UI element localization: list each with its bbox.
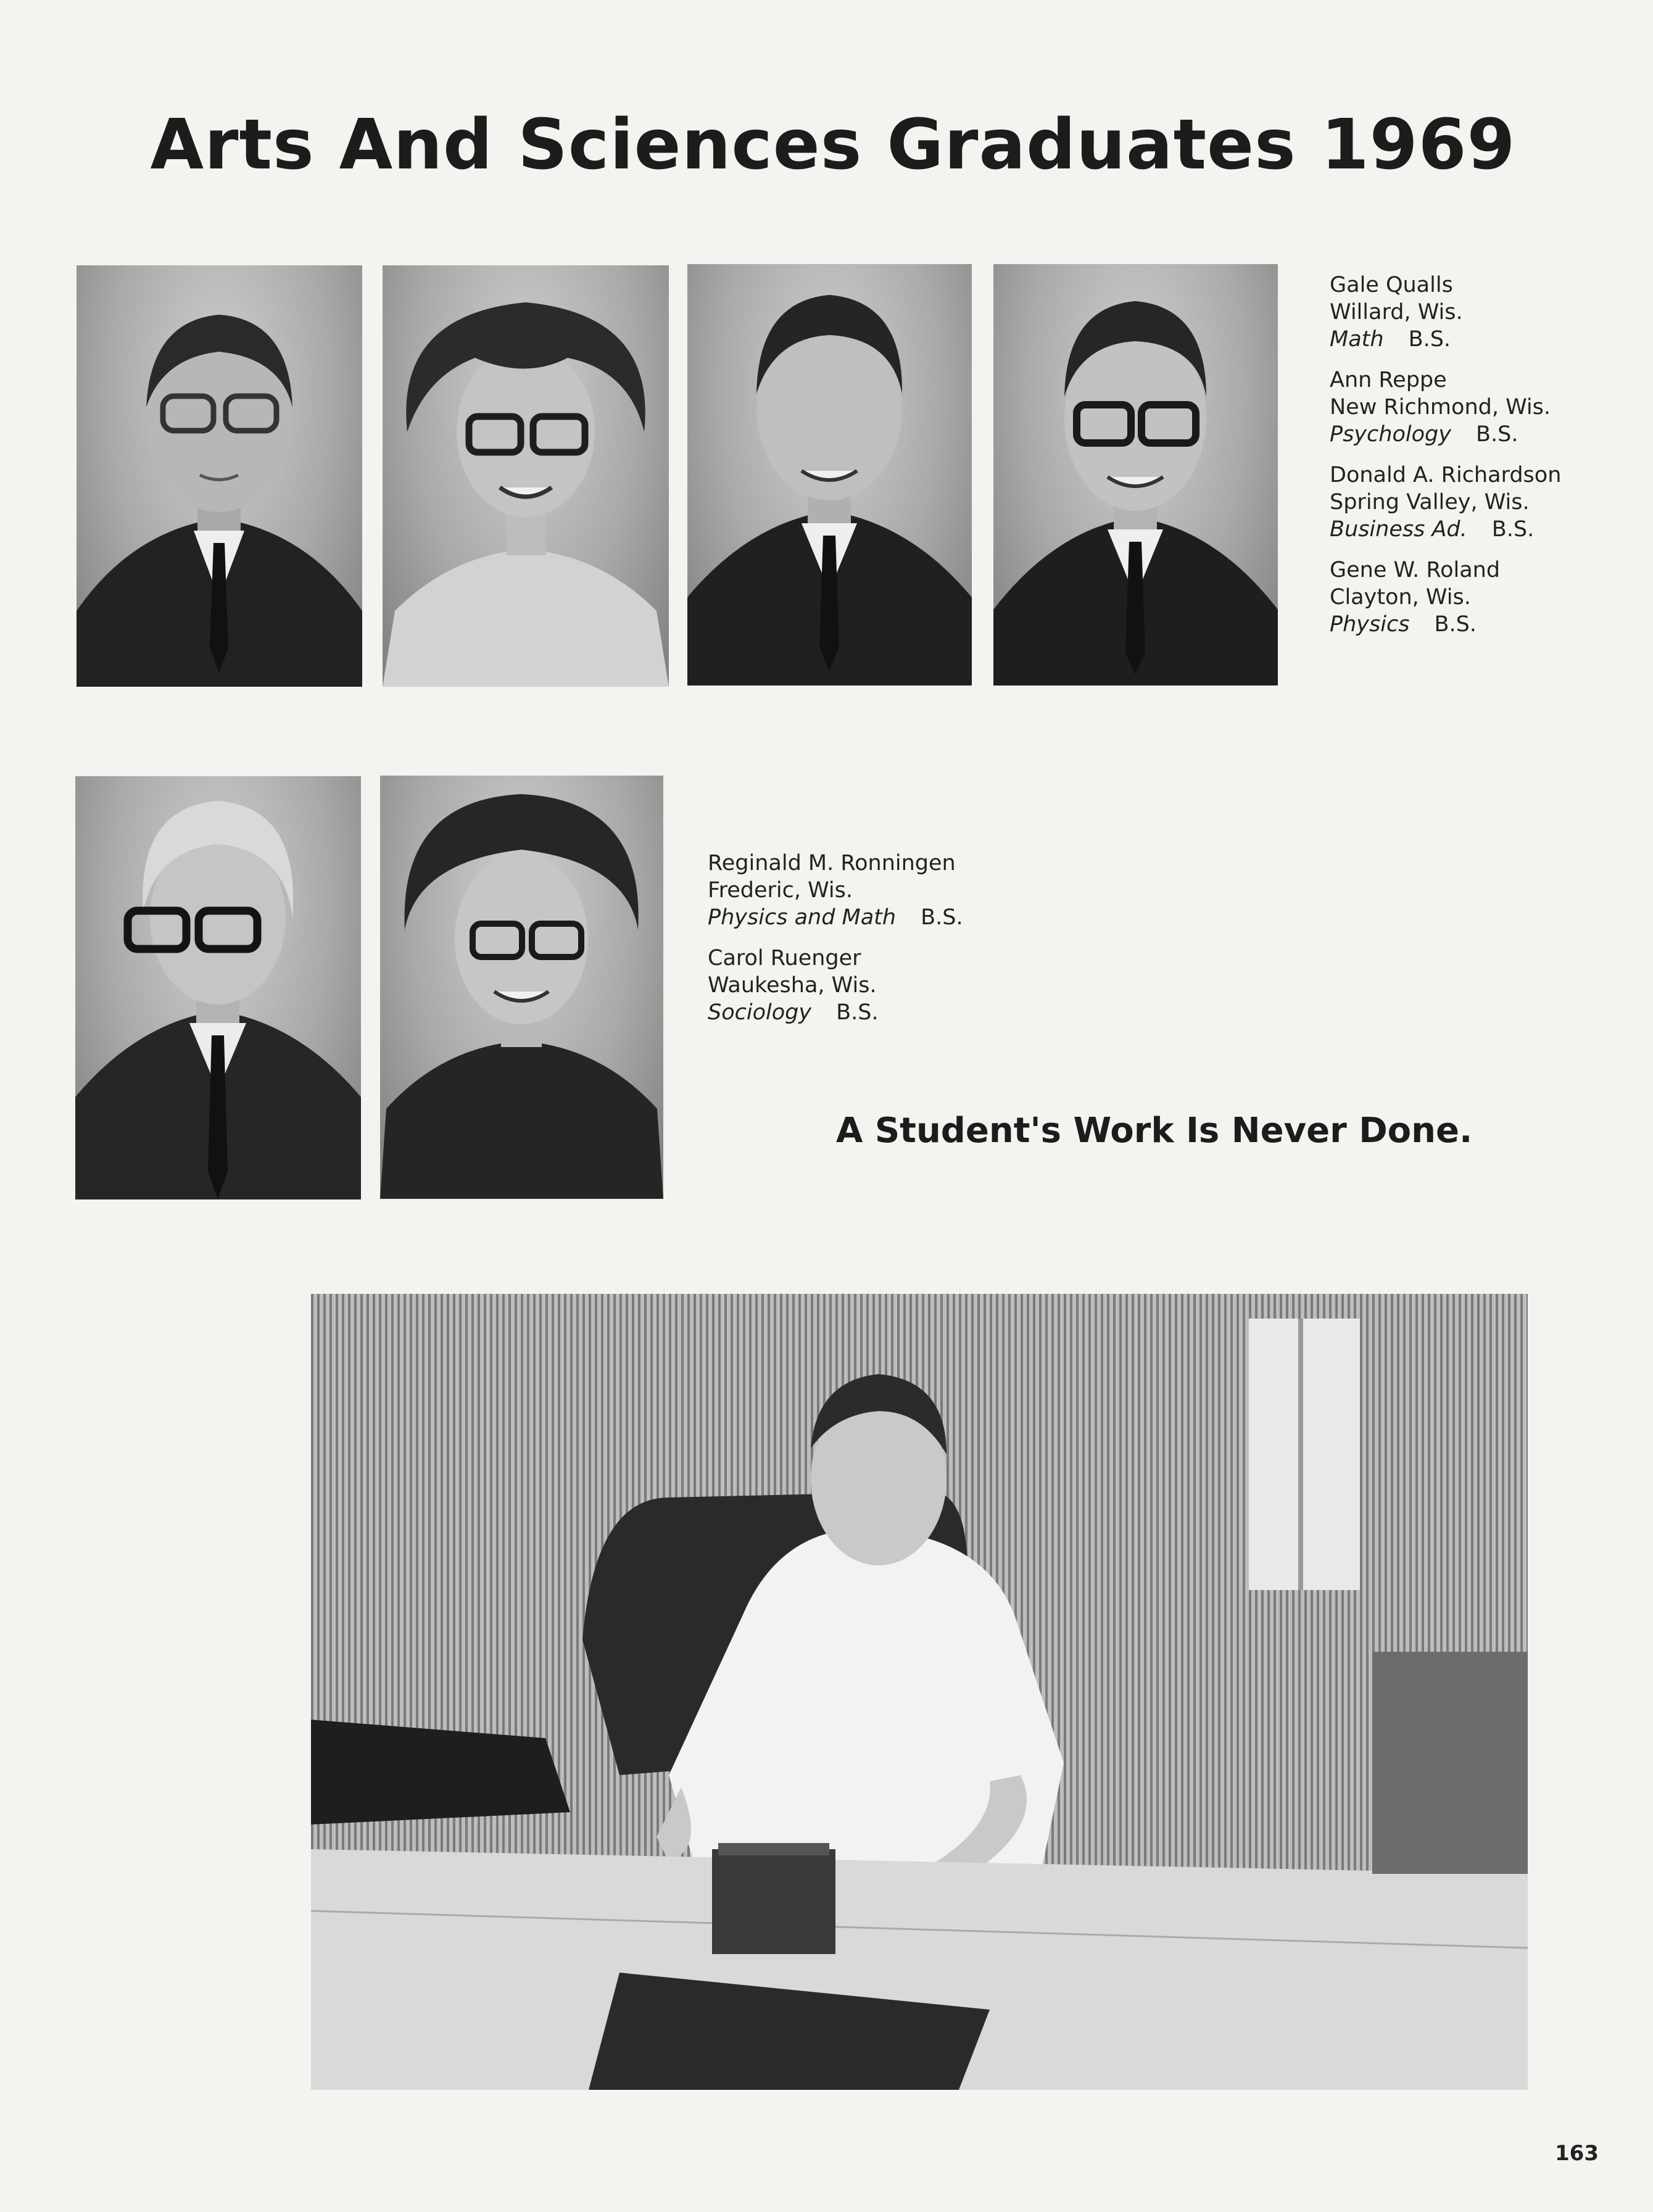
graduate-name: Gale Qualls xyxy=(1330,273,1453,297)
graduate-degree: B.S. xyxy=(1434,612,1477,637)
graduate-degree: B.S. xyxy=(1475,422,1518,447)
caption-gene-w-roland xyxy=(1330,557,1561,638)
graduate-hometown: Spring Valley, Wis. xyxy=(1330,490,1530,515)
graduate-hometown: Willard, Wis. xyxy=(1330,300,1463,325)
graduate-degree: B.S. xyxy=(921,905,963,930)
portrait-ann-reppe xyxy=(383,265,669,687)
portrait-donald-a-richardson xyxy=(687,264,972,686)
portrait-carol-ruenger xyxy=(380,776,663,1199)
graduate-degree: B.S. xyxy=(1408,327,1451,352)
graduate-name: Carol Ruenger xyxy=(708,946,861,971)
portrait-gale-qualls xyxy=(77,265,362,687)
graduate-major: Physics xyxy=(1330,612,1410,637)
graduate-major: Sociology xyxy=(708,1000,812,1025)
graduate-hometown: Frederic, Wis. xyxy=(708,878,853,903)
captions-row-2 xyxy=(708,850,963,1040)
graduate-hometown: Clayton, Wis. xyxy=(1330,585,1471,610)
section-subheading: A Student's Work Is Never Done. xyxy=(836,1111,1473,1151)
student-at-desk-photo xyxy=(311,1294,1528,2090)
graduate-degree: B.S. xyxy=(1491,517,1535,542)
graduate-hometown: Waukesha, Wis. xyxy=(708,973,877,998)
graduate-hometown: New Richmond, Wis. xyxy=(1330,395,1551,420)
graduate-major: Math xyxy=(1330,327,1384,352)
caption-reginald-m-ronningen xyxy=(708,850,963,931)
portrait-gene-w-roland xyxy=(993,264,1278,686)
graduate-major: Business Ad. xyxy=(1330,517,1467,542)
graduate-name: Ann Reppe xyxy=(1330,368,1447,392)
graduate-degree: B.S. xyxy=(836,1000,879,1025)
page-title: Arts And Sciences Graduates 1969 xyxy=(150,105,1516,185)
graduate-name: Donald A. Richardson xyxy=(1330,463,1562,487)
captions-row-1 xyxy=(1330,271,1561,652)
graduate-major: Psychology xyxy=(1330,422,1451,447)
graduate-major: Physics and Math xyxy=(708,905,897,930)
caption-donald-a-richardson xyxy=(1330,462,1561,543)
caption-carol-ruenger xyxy=(708,945,963,1026)
caption-gale-qualls xyxy=(1330,271,1561,353)
graduate-name: Reginald M. Ronningen xyxy=(708,851,956,876)
portrait-reginald-m-ronningen xyxy=(75,776,361,1199)
caption-ann-reppe xyxy=(1330,367,1561,448)
page-number: 163 xyxy=(1555,2141,1599,2166)
graduate-name: Gene W. Roland xyxy=(1330,558,1501,582)
